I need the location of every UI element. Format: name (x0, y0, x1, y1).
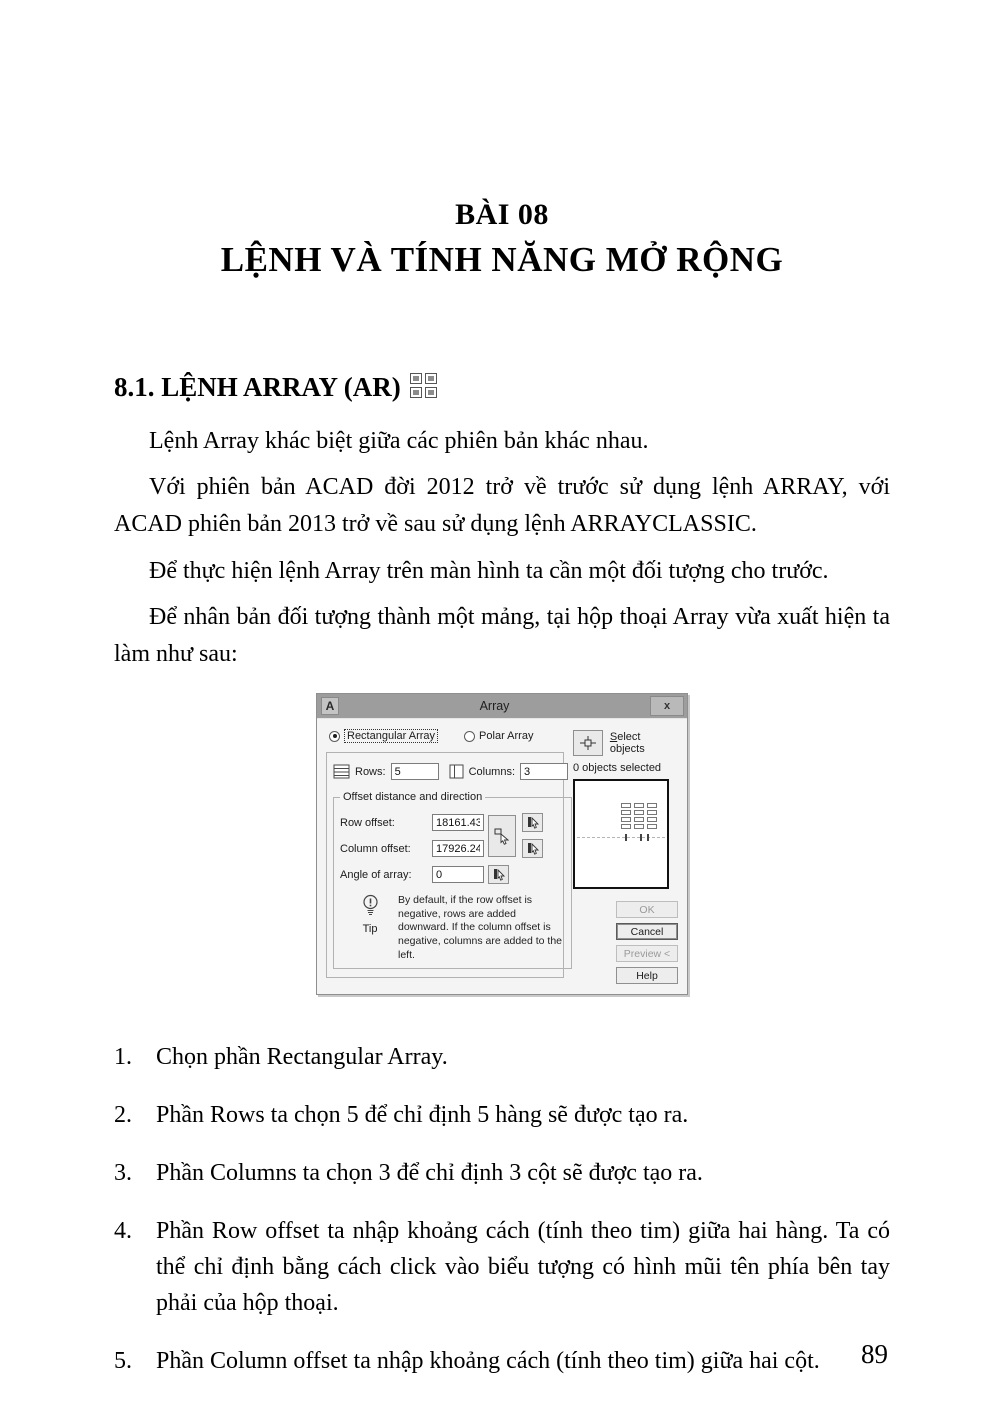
instruction-list (114, 1039, 890, 1379)
angle-of-array-input[interactable] (432, 866, 484, 883)
pick-both-offsets-icon (494, 827, 510, 845)
dialog-title: Array (479, 699, 510, 714)
offset-group-title: Offset distance and direction (343, 791, 483, 804)
radio-selected-icon (329, 731, 340, 742)
lightbulb-icon (362, 894, 379, 918)
list-item: 4. Phần Row offset ta nhập khoảng cách (tính theo tim) giữa hai hàng. Ta có thể chỉ định bằng cách click vào biểu tượng có hình mũi tên phía bên tay phải của hộp thoại. (114, 1218, 890, 1317)
close-icon[interactable]: x (650, 696, 684, 716)
column-offset-label: Column offset: (340, 842, 411, 855)
row-offset-label: Row offset: (340, 816, 395, 829)
list-item: 3. Phần Columns ta chọn 3 để chỉ định 3 cột sẽ được tạo ra. (114, 1160, 703, 1187)
autocad-app-icon: A (321, 697, 339, 715)
array-preview (573, 779, 669, 889)
radio-rectangular-label: Rectangular Array (344, 729, 438, 743)
preview-button[interactable]: Preview < (616, 945, 678, 962)
page-number: 89 (861, 1339, 888, 1369)
row-offset-input[interactable] (432, 814, 484, 831)
help-button[interactable]: Help (616, 967, 678, 984)
columns-icon (449, 764, 464, 779)
radio-unselected-icon (464, 731, 475, 742)
rows-columns-panel (326, 752, 564, 978)
preview-dashed-line (577, 837, 665, 838)
paragraph: Để thực hiện lệnh Array trên màn hình ta cần một đối tượng cho trước. (149, 557, 829, 584)
page-title: LỆNH VÀ TÍNH NĂNG MỞ RỘNG (220, 240, 784, 279)
paragraph: Lệnh Array khác biệt giữa các phiên bản khác nhau. (149, 428, 649, 454)
cancel-button[interactable]: Cancel (616, 923, 678, 940)
dialog-titlebar[interactable] (317, 694, 687, 718)
ok-button[interactable]: OK (616, 901, 678, 918)
select-objects-label[interactable]: Select objects (609, 731, 645, 756)
radio-polar-array[interactable] (464, 730, 533, 742)
column-offset-input[interactable] (432, 840, 484, 857)
paragraph: Để nhân bản đối tượng thành một mảng, tại hộp thoại Array vừa xuất hiện ta làm như sau: (114, 603, 890, 667)
pick-arrow-icon (526, 842, 540, 856)
offset-group (333, 791, 572, 969)
pick-both-offsets-button[interactable] (488, 815, 516, 857)
pick-arrow-icon (492, 868, 506, 882)
objects-selected-count: 0 objects selected (573, 762, 662, 775)
array-dialog (316, 693, 688, 995)
rows-label: Rows: (355, 765, 386, 778)
rows-icon (333, 764, 350, 779)
array-grid-icon (410, 373, 437, 398)
columns-input[interactable] (520, 763, 568, 780)
tip-text: By default, if the row offset is negative, rows are added downward. If the column offset is negative, columns are added to the left. (398, 894, 563, 961)
preview-array-rects (621, 803, 657, 829)
lesson-number: BÀI 08 (455, 198, 549, 231)
section-heading-text: 8.1. LỆNH ARRAY (AR) (114, 372, 401, 402)
columns-label: Columns: (468, 765, 516, 778)
paragraph: Với phiên bản ACAD đời 2012 trở về trước sử dụng lệnh ARRAY, với ACAD phiên bản 2013 trở về sau sử dụng lệnh ARRAYCLASSIC. (114, 474, 890, 538)
pick-column-offset-button[interactable] (522, 839, 543, 858)
array-dialog-figure (316, 693, 688, 995)
tip-label: Tip (362, 923, 378, 936)
radio-polar-label: Polar Array (479, 730, 534, 743)
rows-input[interactable] (391, 763, 439, 780)
select-objects-icon (579, 735, 597, 751)
list-item: 5. Phần Column offset ta nhập khoảng cách (tính theo tim) giữa hai cột. (114, 1348, 820, 1375)
pick-arrow-icon (526, 816, 540, 830)
list-item: 2. Phần Rows ta chọn 5 để chỉ định 5 hàng sẽ được tạo ra. (114, 1102, 689, 1129)
section-heading (114, 372, 890, 403)
pick-angle-button[interactable] (488, 865, 509, 884)
list-item: 1. Chọn phần Rectangular Array. (114, 1044, 448, 1071)
pick-row-offset-button[interactable] (522, 813, 543, 832)
radio-rectangular-array[interactable] (329, 729, 438, 743)
select-objects-button[interactable] (573, 730, 603, 756)
angle-of-array-label: Angle of array: (340, 868, 412, 881)
